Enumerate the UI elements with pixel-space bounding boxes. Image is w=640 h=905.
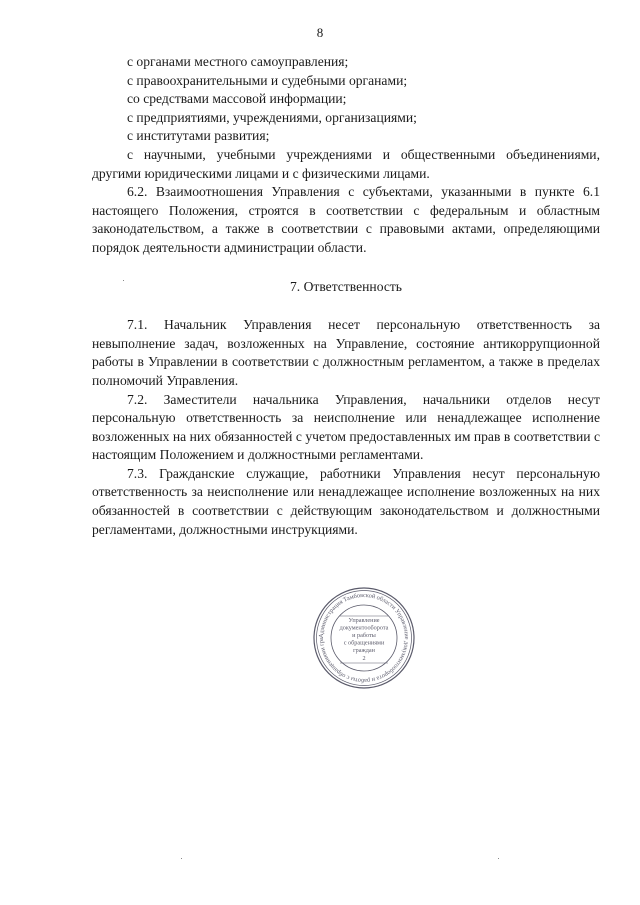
stamp-line: с обращениями — [343, 639, 385, 647]
stamp-line: Управление — [348, 617, 380, 624]
stamp-line: 2 — [362, 655, 366, 662]
list-item: с институтами развития; — [127, 128, 270, 144]
stamp-outer-text: Администрация Тамбовской области Управление документооборота и работы с обращениями гра — [317, 591, 411, 685]
scan-speck — [123, 280, 124, 281]
stamp-line: и работы — [352, 632, 376, 639]
document-body — [92, 53, 600, 539]
paragraph-7-1: 7.1. Начальник Управления несет персональную ответственность за невыполнение задач, возложенных на Управление, состояние антикоррупционной работы в Управлении в соответствии с должностным регламентом, а также в пределах полномочий Управления. — [92, 317, 600, 388]
list-item: со средствами массовой информации; — [127, 91, 347, 107]
paragraph-7-2: 7.2. Заместители начальника Управления, начальники отделов несут персональную ответственность за неисполнение или ненадлежащее исполнение возложенных на них обязанностей с учетом предоставленных им прав в соответствии с настоящим Положением и должностными регламентами. — [92, 391, 600, 463]
list-item: с научными, учебными учреждениями и общественными объединениями, другими юридическими лицами и с физическими лицами. — [92, 146, 600, 181]
paragraph-7-3: 7.3. Гражданские служащие, работники Управления несут персональную ответственность за неисполнение или ненадлежащее исполнение возложенных на них обязанностей в соответствии с действующим законодательством и должностными регламентами, должностными инструкциями. — [92, 465, 600, 537]
scan-speck — [498, 858, 499, 859]
page-number: 8 — [316, 25, 324, 40]
official-stamp — [312, 586, 416, 690]
paragraph-6-2: 6.2. Взаимоотношения Управления с субъектами, указанными в пункте 6.1 настоящего Положения, строятся в соответствии с федеральным и областным законодательством, а также в соответствии с правовыми актами, определяющими порядок деятельности администрации области. — [92, 184, 600, 255]
list-item: с предприятиями, учреждениями, организациями; — [127, 109, 417, 125]
stamp-line: документооборота — [339, 624, 389, 632]
scan-speck — [181, 858, 182, 859]
list-item: с органами местного самоуправления; — [127, 54, 349, 69]
stamp-line: граждан — [353, 647, 375, 654]
section-heading-7: 7. Ответственность — [289, 278, 403, 294]
stamp-seal-icon — [312, 586, 416, 690]
list-item: с правоохранительными и судебными органами; — [127, 72, 408, 88]
